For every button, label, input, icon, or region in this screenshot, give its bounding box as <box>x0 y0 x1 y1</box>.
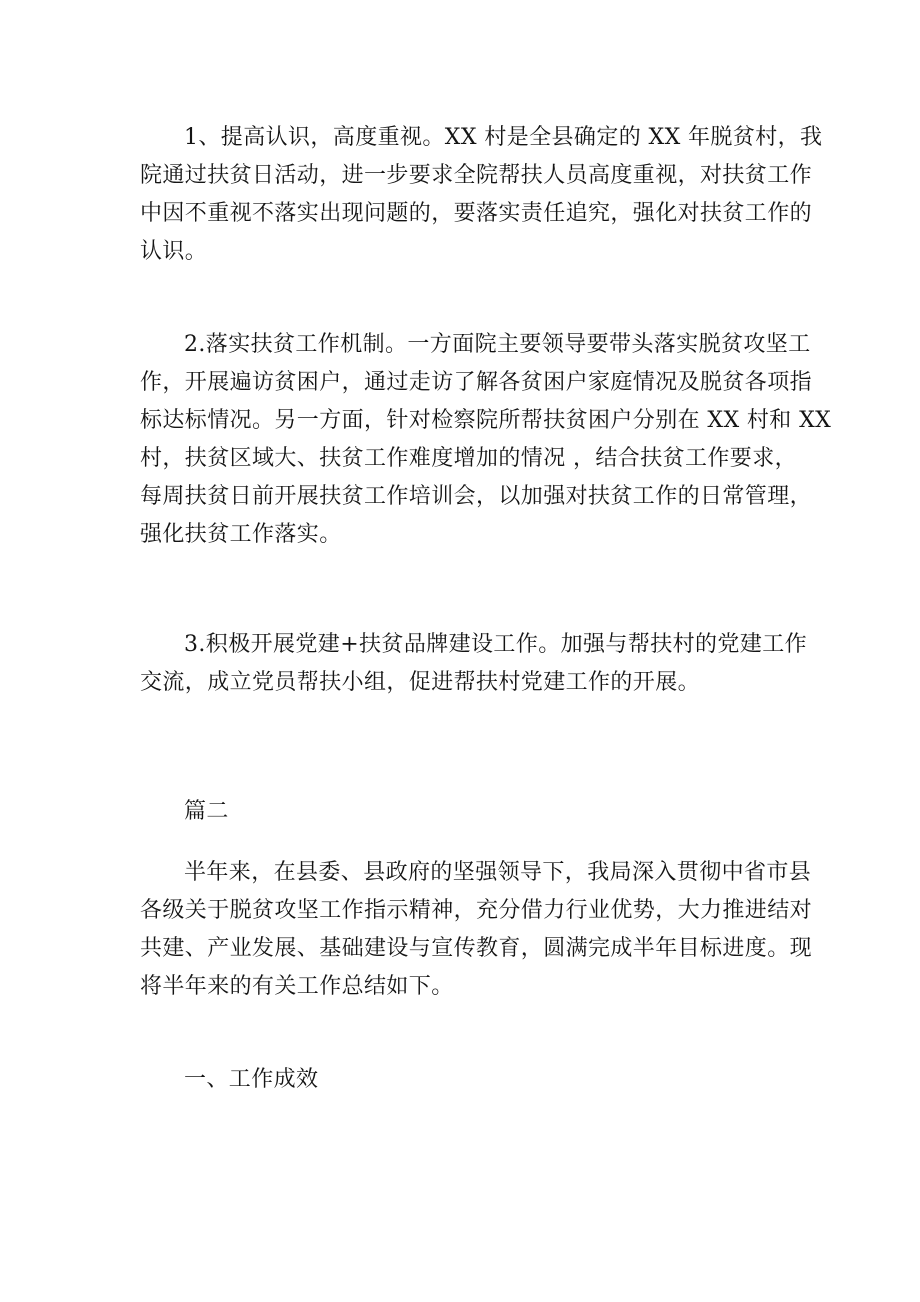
paragraph-line: 标达标情况。另一方面，针对检察院所帮扶贫困户分别在 XX 村和 XX <box>140 408 832 433</box>
paragraph-line: 强化扶贫工作落实。 <box>140 522 342 547</box>
subheading <box>140 1061 780 1099</box>
paragraph-line: 交流，成立党员帮扶小组，促进帮扶村党建工作的开展。 <box>140 670 701 695</box>
paragraph-line: 村，扶贫区域大、扶贫工作难度增加的情况 ，结合扶贫工作要求， <box>140 446 797 471</box>
paragraph-line: 半年来，在县委、县政府的坚强领导下，我局深入贯彻中省市县 <box>184 860 812 885</box>
paragraph-work-mechanism <box>140 326 832 554</box>
paragraph-raise-awareness <box>140 119 823 271</box>
subheading-text: 一、工作成效 <box>184 1067 319 1092</box>
paragraph-half-year-intro <box>140 854 813 1006</box>
paragraph-line: 各级关于脱贫攻坚工作指示精神，充分借力行业优势，大力推进结对 <box>140 898 813 923</box>
paragraph-line: 作，开展遍访贫困户，通过走访了解各贫困户家庭情况及脱贫各项指 <box>140 370 813 395</box>
section-heading <box>140 793 780 831</box>
paragraph-party-building <box>140 626 808 702</box>
paragraph-line: 3.积极开展党建+扶贫品牌建设工作。加强与帮扶村的党建工作 <box>184 632 808 657</box>
paragraph-line: 1、提高认识，高度重视。XX 村是全县确定的 XX 年脱贫村，我 <box>184 125 823 150</box>
paragraph-line: 认识。 <box>140 239 208 264</box>
section-heading-text: 篇二 <box>184 799 229 824</box>
paragraph-line: 共建、产业发展、基础建设与宣传教育，圆满完成半年目标进度。现 <box>140 936 813 961</box>
paragraph-line: 将半年来的有关工作总结如下。 <box>140 974 454 999</box>
paragraph-line: 2.落实扶贫工作机制。一方面院主要领导要带头落实脱贫攻坚工 <box>184 332 811 357</box>
paragraph-line: 中因不重视不落实出现问题的，要落实责任追究，强化对扶贫工作的 <box>140 201 813 226</box>
paragraph-line: 院通过扶贫日活动，进一步要求全院帮扶人员高度重视，对扶贫工作 <box>140 163 813 188</box>
paragraph-line: 每周扶贫日前开展扶贫工作培训会，以加强对扶贫工作的日常管理， <box>140 484 813 509</box>
